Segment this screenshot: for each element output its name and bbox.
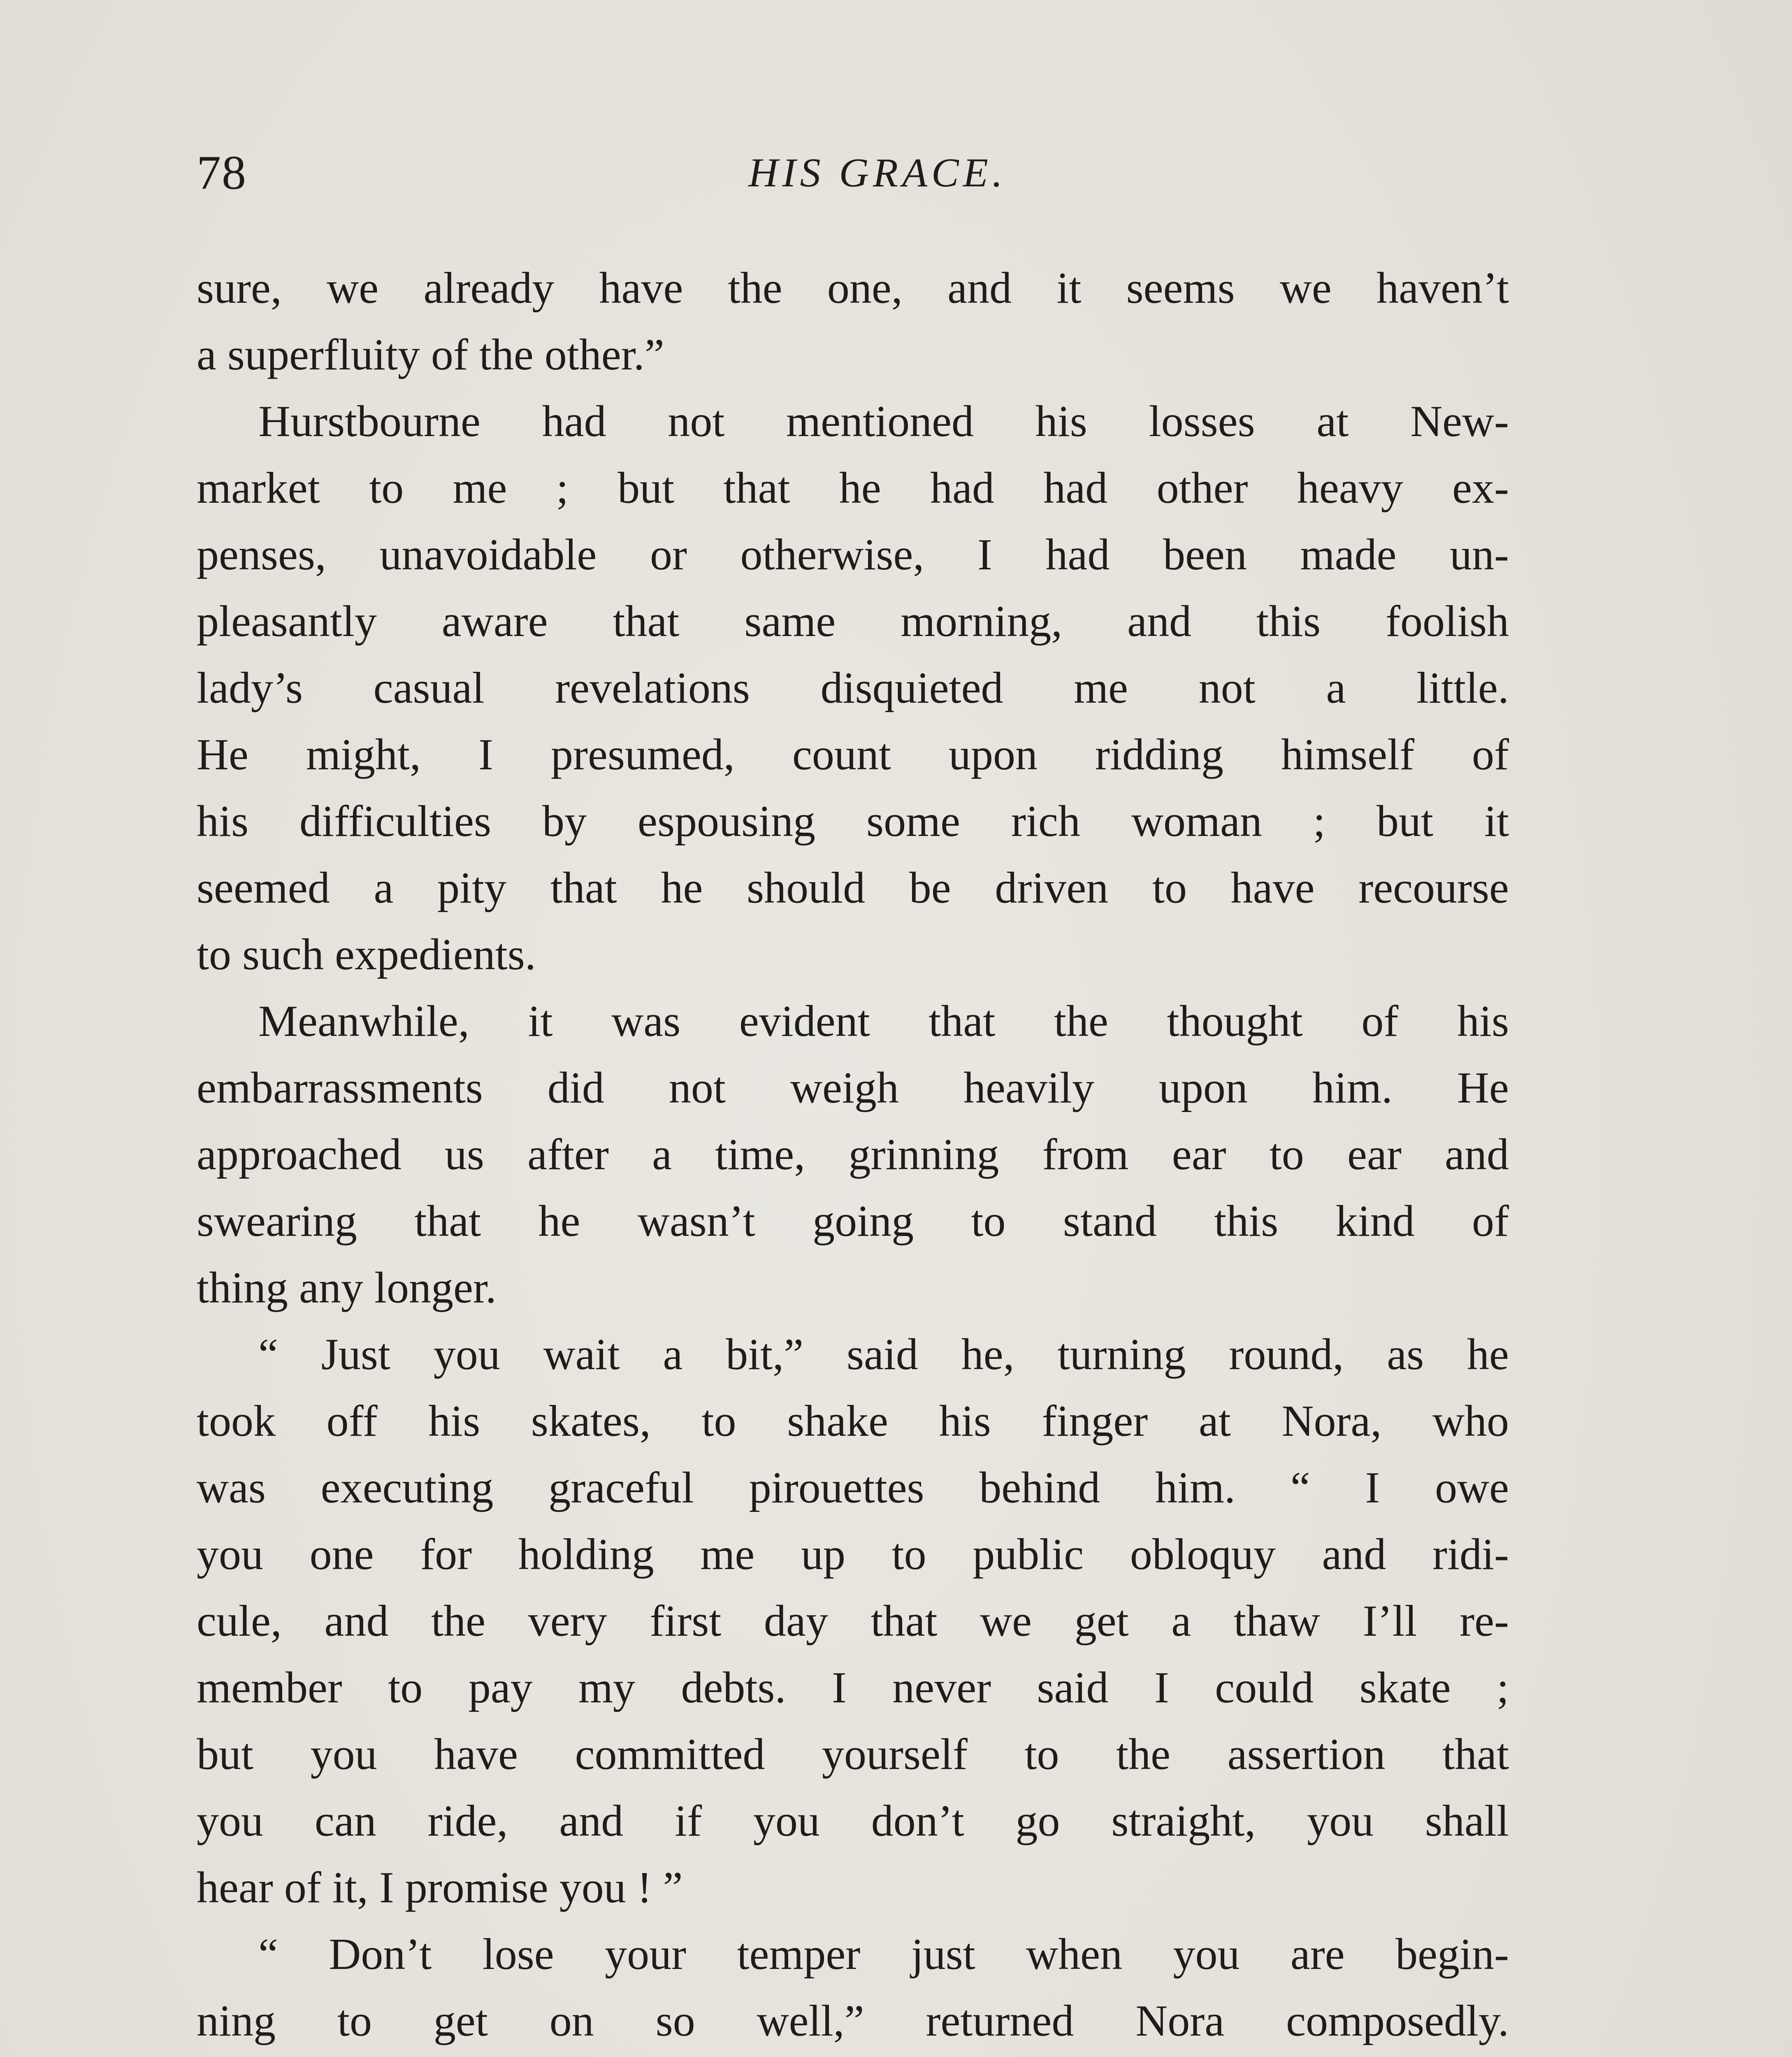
running-title: HIS GRACE. [748, 150, 1007, 195]
text-line: Meanwhile, it was evident that the thought of his [258, 997, 1509, 1046]
text-line: hear of it, I promise you ! ” [197, 1863, 683, 1912]
text-line: cule, and the very first day that we get a thaw I’ll re- [197, 1597, 1509, 1646]
text-line: a superfluity of the other.” [197, 330, 664, 379]
text-line: penses, unavoidable or otherwise, I had been made un- [197, 530, 1509, 579]
body-text [197, 255, 1509, 2057]
text-line: sure, we already have the one, and it seems we haven’t [197, 264, 1509, 313]
text-line: you one for holding me up to public obloquy and ridi- [197, 1530, 1509, 1579]
text-line: embarrassments did not weigh heavily upon him. He [197, 1063, 1509, 1112]
text-line: pleasantly aware that same morning, and this foolish [197, 597, 1509, 646]
text-line: took off his skates, to shake his finger at Nora, who [197, 1397, 1509, 1446]
text-line: market to me ; but that he had had other heavy ex- [197, 464, 1509, 513]
text-line: “ Don’t lose your temper just when you are begin- [258, 1930, 1509, 1979]
text-line [197, 2055, 1509, 2057]
text-line: swearing that he wasn’t going to stand this kind of [197, 1197, 1509, 1246]
text-line: “ Just you wait a bit,” said he, turning round, as he [258, 1330, 1509, 1379]
text-line: was executing graceful pirouettes behind him. “ I owe [197, 1463, 1509, 1512]
page-number: 78 [197, 146, 247, 200]
text-line: He might, I presumed, count upon ridding himself of [197, 730, 1509, 779]
text-line: thing any longer. [197, 1263, 497, 1312]
text-line: member to pay my debts. I never said I could skate ; [197, 1663, 1509, 1712]
text-line: approached us after a time, grinning from ear to ear and [197, 1130, 1509, 1179]
text-line: Hurstbourne had not mentioned his losses at New- [258, 397, 1509, 446]
text-line: seemed a pity that he should be driven to have recourse [197, 864, 1509, 912]
text-line: his difficulties by espousing some rich woman ; but it [197, 797, 1509, 846]
running-head [197, 136, 1509, 210]
text-line: you can ride, and if you don’t go straight, you shall [197, 1797, 1509, 1846]
text-line: lady’s casual revelations disquieted me not a little. [197, 664, 1509, 713]
text-line: but you have committed yourself to the assertion that [197, 1730, 1509, 1779]
text-line: to such expedients. [197, 930, 536, 979]
text-line: ning to get on so well,” returned Nora composedly. [197, 1997, 1509, 2045]
